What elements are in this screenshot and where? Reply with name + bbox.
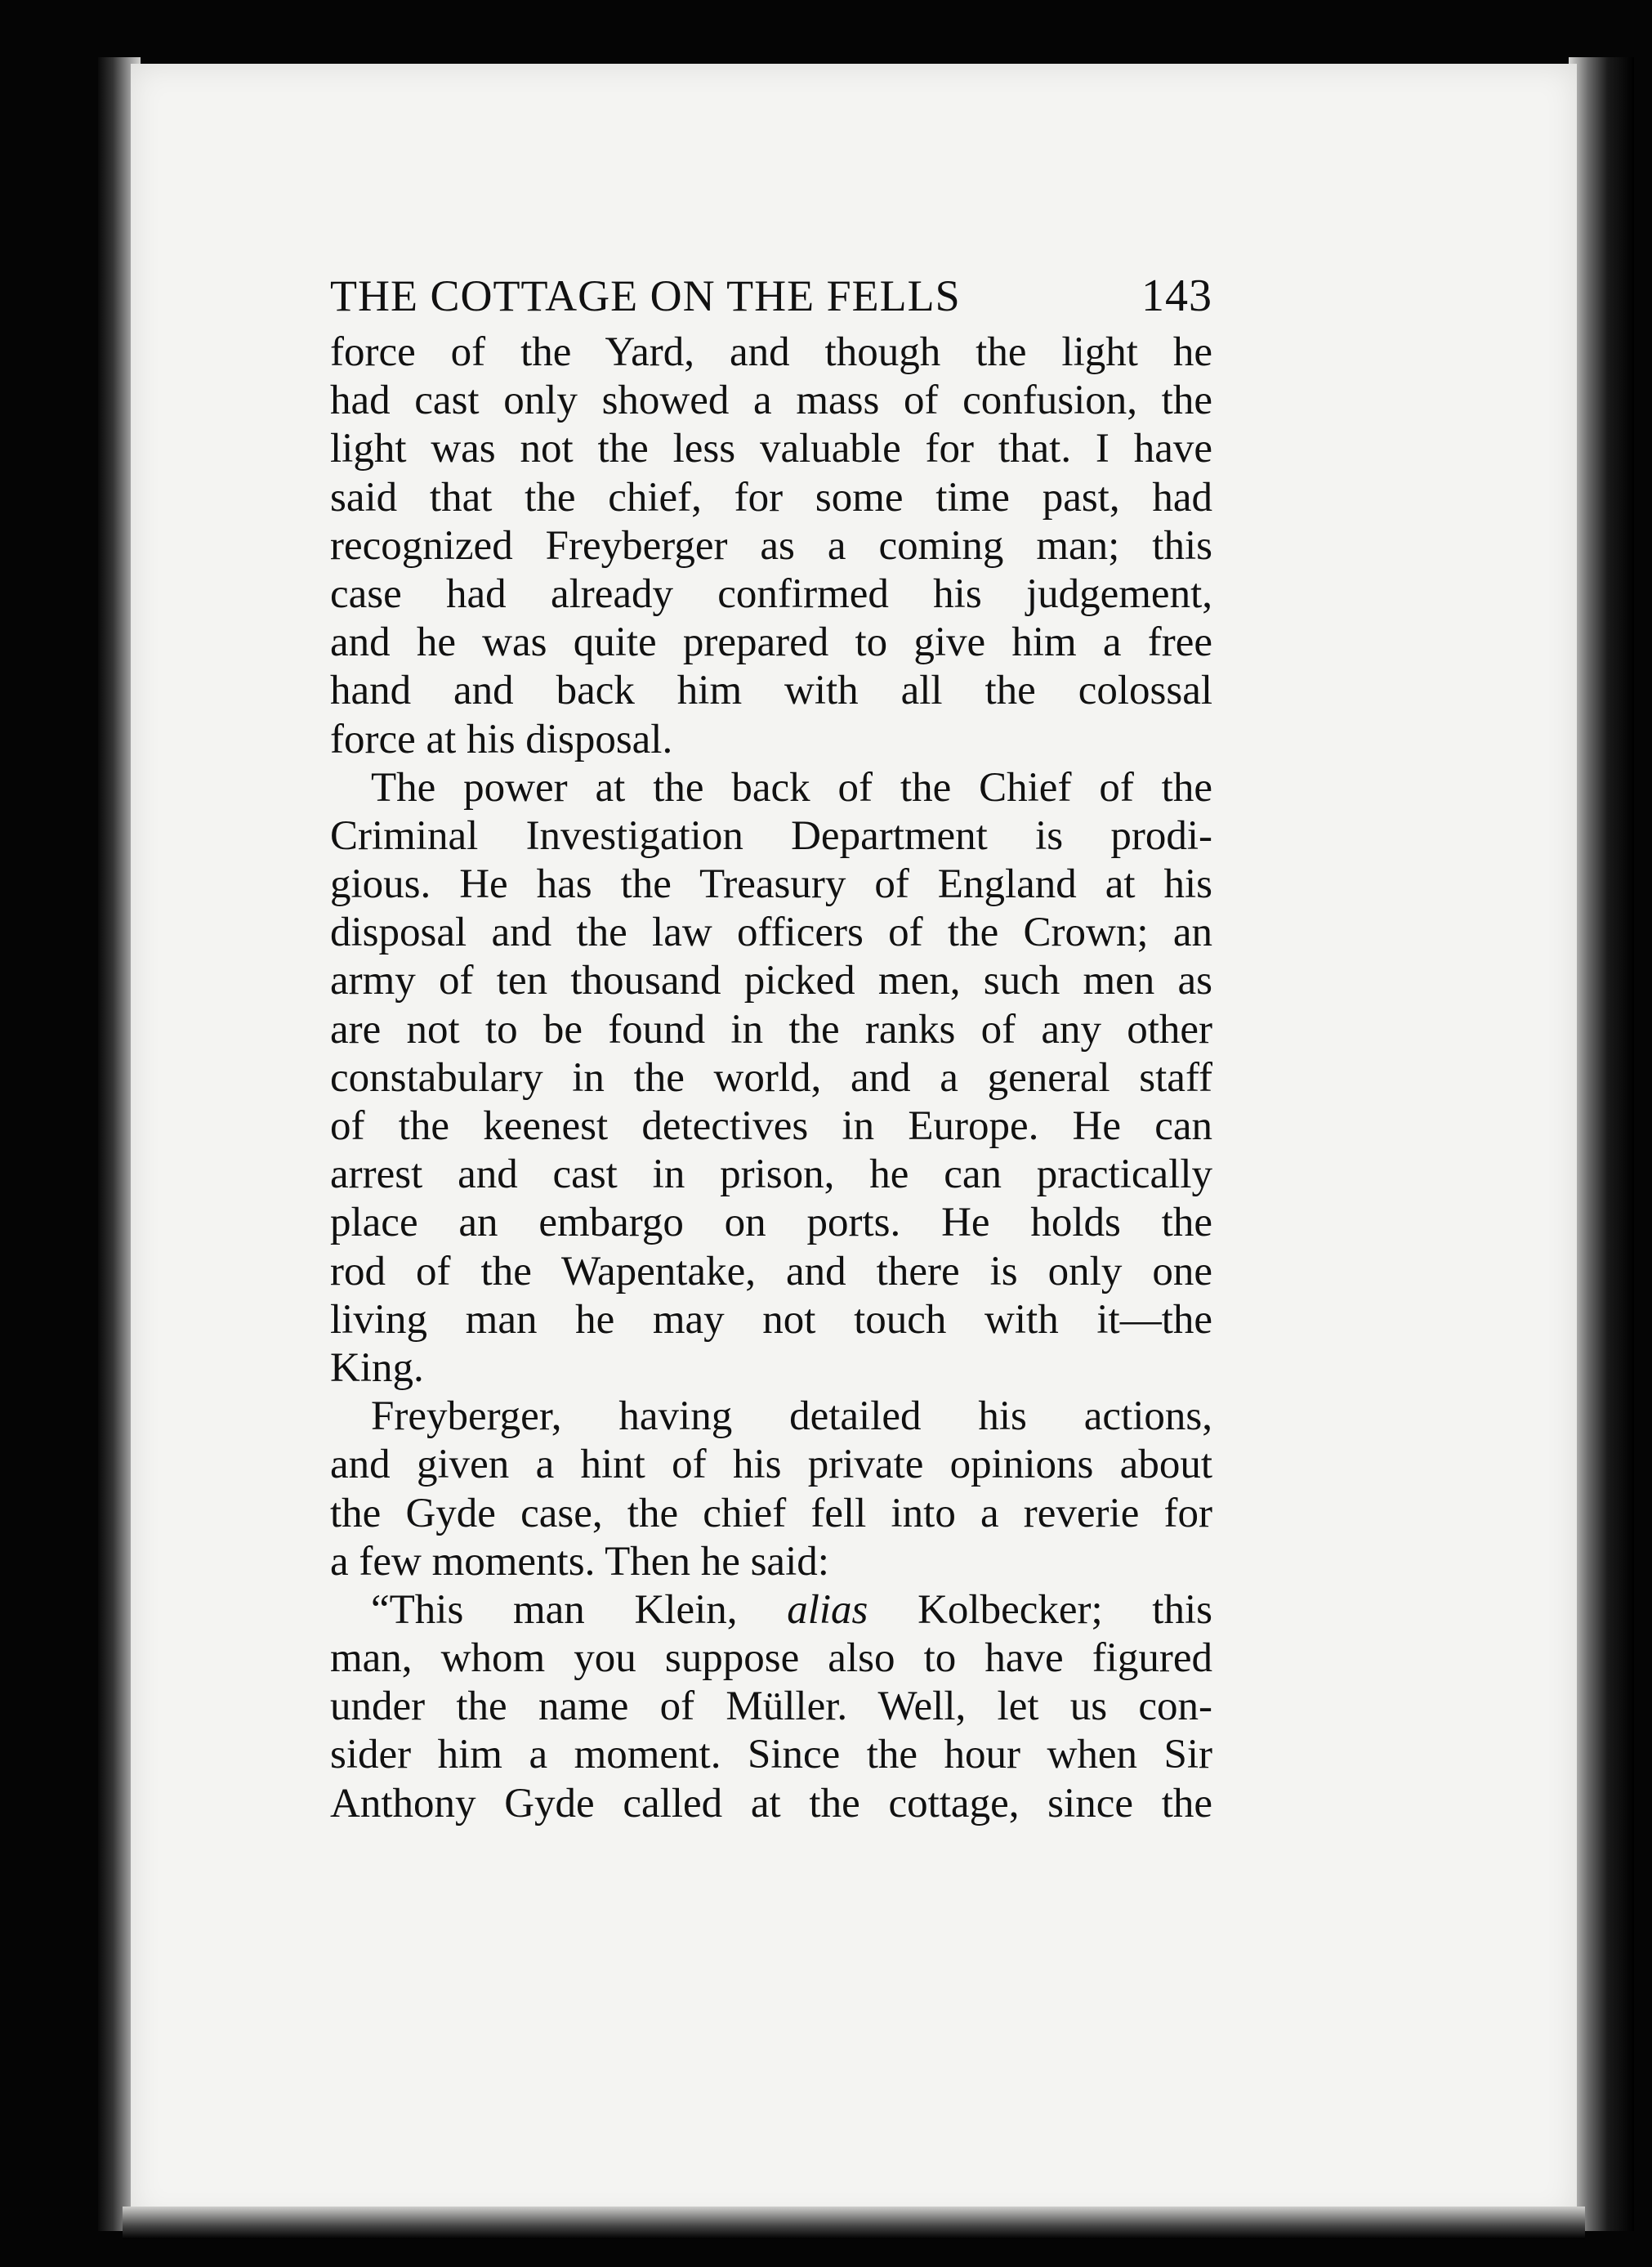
text-line: and he was quite prepared to give him a free: [330, 619, 1212, 666]
text-line: a few moments. Then he said:: [330, 1538, 829, 1585]
text-line: man, whom you suppose also to have figured: [330, 1635, 1212, 1682]
text-line: force of the Yard, and though the light he: [330, 329, 1212, 375]
text-line: constabulary in the world, and a general staff: [330, 1054, 1212, 1101]
text-line: force at his disposal.: [330, 716, 673, 762]
text-line: [330, 1586, 1212, 1634]
text-line: living man he may not touch with it—the: [330, 1296, 1212, 1343]
text-line: light was not the less valuable for that. I have: [330, 426, 1212, 472]
text-line: place an embargo on ports. He holds the: [330, 1200, 1212, 1246]
text-line: recognized Freyberger as a coming man; this: [330, 522, 1212, 569]
text-line: had cast only showed a mass of confusion, the: [330, 378, 1212, 424]
text-line: of the keenest detectives in Europe. He can: [330, 1103, 1212, 1149]
text-line: the Gyde case, the chief fell into a reverie for: [330, 1490, 1212, 1536]
text-line: and given a hint of his private opinions about: [330, 1442, 1212, 1488]
body-text: [330, 329, 1212, 1828]
text-line: King.: [330, 1344, 424, 1391]
text-line: The power at the back of the Chief of the: [371, 764, 1212, 811]
page-edge-bottom: [123, 2207, 1585, 2239]
text-line: gious. He has the Treasury of England at his: [330, 861, 1212, 908]
page-text-block: [330, 270, 1212, 1828]
text-line: army of ten thousand picked men, such men as: [330, 958, 1212, 1004]
italic-word: alias: [787, 1586, 868, 1633]
text-line: arrest and cast in prison, he can practically: [330, 1151, 1212, 1198]
text-run: Kolbecker; this: [868, 1586, 1212, 1633]
running-head: [330, 270, 1212, 329]
text-line: disposal and the law officers of the Crown; an: [330, 910, 1212, 956]
page-number: 143: [1141, 271, 1212, 321]
text-line: hand and back him with all the colossal: [330, 668, 1212, 714]
page-edge-right: [1569, 57, 1634, 2231]
text-line: are not to be found in the ranks of any other: [330, 1006, 1212, 1053]
text-line: said that the chief, for some time past, had: [330, 474, 1212, 521]
text-line: Criminal Investigation Department is prodi-: [330, 812, 1212, 859]
text-line: under the name of Müller. Well, let us con-: [330, 1683, 1212, 1730]
text-line: case had already confirmed his judgement,: [330, 570, 1212, 617]
text-line: Freyberger, having detailed his actions,: [371, 1393, 1212, 1440]
text-line: rod of the Wapentake, and there is only one: [330, 1248, 1212, 1294]
text-line: sider him a moment. Since the hour when Sir: [330, 1732, 1212, 1778]
text-line: Anthony Gyde called at the cottage, since the: [330, 1780, 1212, 1827]
text-run: “This man Klein,: [371, 1586, 788, 1633]
running-head-title: THE COTTAGE ON THE FELLS: [330, 271, 961, 320]
